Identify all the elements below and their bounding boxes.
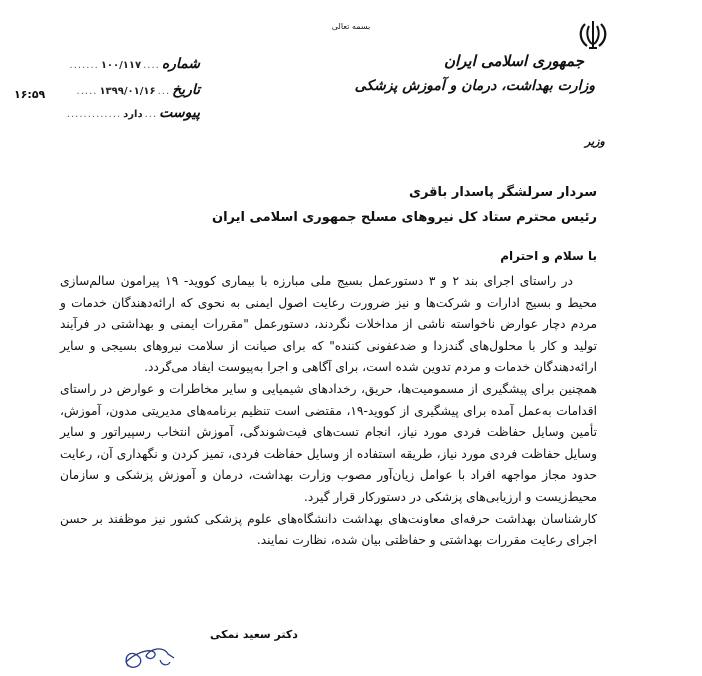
recipient-name: سردار سرلشگر پاسدار باقری	[409, 185, 597, 200]
date-label: تاریخ	[172, 82, 200, 98]
signer-name: دکتر سعید نمکی	[210, 628, 298, 641]
dots: .......	[69, 60, 99, 71]
number-label: شماره	[161, 56, 200, 72]
logo-ministry-text: وزارت بهداشت، درمان و آموزش پزشکی	[354, 78, 595, 94]
iran-emblem-icon	[575, 20, 611, 50]
office-title: وزیر	[585, 135, 605, 148]
letter-attachment-row	[60, 105, 200, 121]
dots: .....	[76, 86, 98, 97]
dots: ...	[157, 86, 171, 97]
body-paragraph: کارشناسان بهداشت حرفه‌ای معاونت‌های بهداشت دانشگاه‌های علوم پزشکی کشور نیز موظفند بر حسن اجرای رعایت مقررات بهداشتی و حفاظتی بیان شده، نظارت نمایند.	[60, 511, 597, 548]
recipient-title: رئیس محترم ستاد کل نیروهای مسلح جمهوری اسلامی ایران	[211, 210, 597, 225]
letter-number-row	[60, 56, 200, 72]
attachment-label: پیوست	[159, 105, 200, 121]
number-value: ۱۰۰/۱۱۷	[100, 60, 142, 71]
logo-republic-text: جمهوری اسلامی ایران	[443, 52, 584, 70]
body-paragraph: در راستای اجرای بند ۲ و ۳ دستورعمل بسیج ملی مبارزه با بیماری کووید- ۱۹ پیرامون سالم‌سازی محیط و بسیج ادارات و شرکت‌ها و نیز ضرورت رعایت اصول ایمنی به نحوی که ارائه‌دهندگان خدمات و مردم دچار عوارض ناخواسته ناشی از مداخلات نگردند، دستورعمل "مقررات ایمنی و بهداشتی در فرآیند تولید و کار با محلول‌های گندزدا و ضدعفونی کننده" که برای صیانت از سلامت نیروهای بسیجی و سایر ارائه‌دهندگان خدمات و مردم تدوین شده است، برای آگاهی و اجرا به‌پیوست ایفاد می‌گردد.	[60, 274, 597, 375]
letter-time: ۱۶:۵۹	[14, 88, 46, 101]
date-value: ۱۳۹۹/۰۱/۱۶	[99, 86, 156, 97]
signature-icon	[120, 636, 180, 676]
greeting: با سلام و احترام	[500, 249, 597, 263]
letter-date-row	[60, 82, 200, 98]
dots: ...	[144, 109, 158, 120]
letter-body	[60, 271, 597, 552]
body-paragraph: همچنین برای پیشگیری از مسمومیت‌ها، حریق، رخدادهای شیمیایی و سایر مخاطرات و عوارض در راستای اقدامات به‌عمل آمده برای پیشگیری از کووید-۱۹، مقتضی است تنظیم برنامه‌های مدیریتی مدون، آموزش، تأمین وسایل حفاظت فردی مورد نیاز، انجام تست‌های فیت‌شوندگی، آموزش انتخاب رسپیراتور و سایر وسایل حفاظت فردی مورد نیاز، طریقه استفاده از وسایل حفاظت فردی، تمیز کردن و نگهداری آن، رعایت حدود مجاز مواجهه افراد با عوامل زیان‌آور مصوب وزارت بهداشت، درمان و آموزش پزشکی و سازمان محیط‌زیست و ارزیابی‌های پزشکی در دستورکار قرار گیرد.	[60, 381, 597, 504]
dots: ....	[143, 60, 160, 71]
dots: .............	[66, 109, 122, 120]
invocation-text: بسمه تعالی	[331, 22, 371, 31]
attachment-value: دارد	[123, 109, 143, 120]
